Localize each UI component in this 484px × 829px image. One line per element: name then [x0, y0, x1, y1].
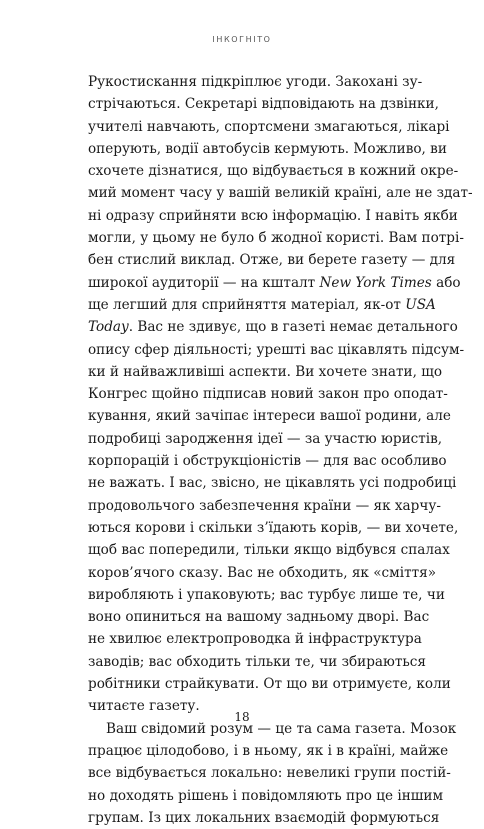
text-run: або [431, 274, 461, 291]
running-head: ІНКОГНІТО [212, 35, 272, 44]
text-line: щоб вас попередили, тільки якщо відбувся спалах [88, 542, 450, 559]
text-line: заводів; вас обходить тільки те, чи збираються [88, 653, 426, 670]
text-line: коров’ячого сказу. Вас не обходить, як «сміття» [88, 564, 437, 581]
text-run: широкої аудиторії — на кшталт [88, 274, 320, 291]
text-line: ні одразу сприйняти всю інформацію. І навіть якби [88, 207, 458, 224]
text-line: Ваш свідомий розум — це та сама газета. Мозок [106, 720, 457, 737]
text-line: учителі навчають, спортсмени змагаються, лікарі [88, 118, 450, 135]
text-line: опису сфер діяльності; урешті вас цікавлять підсум- [88, 341, 465, 358]
text-line [88, 294, 436, 316]
text-line: оперують, водії автобусів кермують. Можливо, ви [88, 140, 447, 157]
text-line: все відбувається локально: невеликі групи постій- [88, 765, 451, 782]
text-line: Рукостискання підкріплює угоди. Закохані зу- [88, 74, 423, 90]
text-line: робітники страйкувати. От що ви отримуєте, коли [88, 676, 451, 693]
text-line: Конгрес щойно підписав новий закон про оподат- [88, 386, 448, 403]
text-line: працює цілодобово, і в ньому, як і в країні, майже [88, 742, 449, 759]
text-line [88, 316, 458, 338]
paragraph [88, 718, 457, 829]
text-line: подробиці зародження ідеї — за участю юристів, [88, 430, 443, 447]
italic-title: New York Times [319, 274, 432, 291]
text-line: бен стислий виклад. Отже, ви берете газету — для [88, 252, 456, 269]
italic-title: USA [405, 296, 436, 313]
text-line: стрічаються. Секретарі відповідають на дзвінки, [88, 96, 439, 113]
italic-title: Today [88, 319, 129, 336]
text-line: схочете дізнатися, що відбувається в кожний окре- [88, 163, 459, 180]
text-line: не важать. І вас, звісно, не цікавлять усі подробиці [88, 475, 457, 492]
text-line: ки й найважливіші аспекти. Ви хочете знати, що [88, 363, 443, 380]
text-line: ються корови і скільки з’їдають корів, — ви хочете, [88, 519, 459, 536]
text-run: . Вас не здивує, що в газеті немає детального [128, 319, 458, 336]
text-line [88, 272, 461, 294]
text-line: читаєте газету. [88, 698, 200, 715]
text-line: но доходять рішень і повідомляють про це іншим [88, 787, 444, 804]
text-run: ще легший для сприйняття матеріал, як-от [88, 296, 406, 313]
text-line: мий момент часу у вашій великій країні, але не здат- [88, 185, 473, 202]
text-line: могли, у цьому не було б жодної користі. Вам потрі- [88, 230, 464, 247]
paragraph [88, 71, 473, 718]
text-line: кування, який зачіпає інтереси вашої родини, але [88, 408, 451, 425]
text-line: групам. Із цих локальних взаємодій формуються [88, 809, 440, 826]
text-line: продовольчого забезпечення країни — як харчу- [88, 497, 441, 514]
text-line: корпорацій і обструкціоністів — для вас особливо [88, 453, 447, 470]
text-line: не хвилює електропроводка й інфраструктура [88, 631, 422, 648]
text-line: воно опиниться на вашому задньому дворі. Вас [88, 609, 430, 626]
page-number: 18 [234, 710, 250, 724]
text-line: виробляють і упаковують; вас турбує лише те, чи [88, 586, 445, 603]
